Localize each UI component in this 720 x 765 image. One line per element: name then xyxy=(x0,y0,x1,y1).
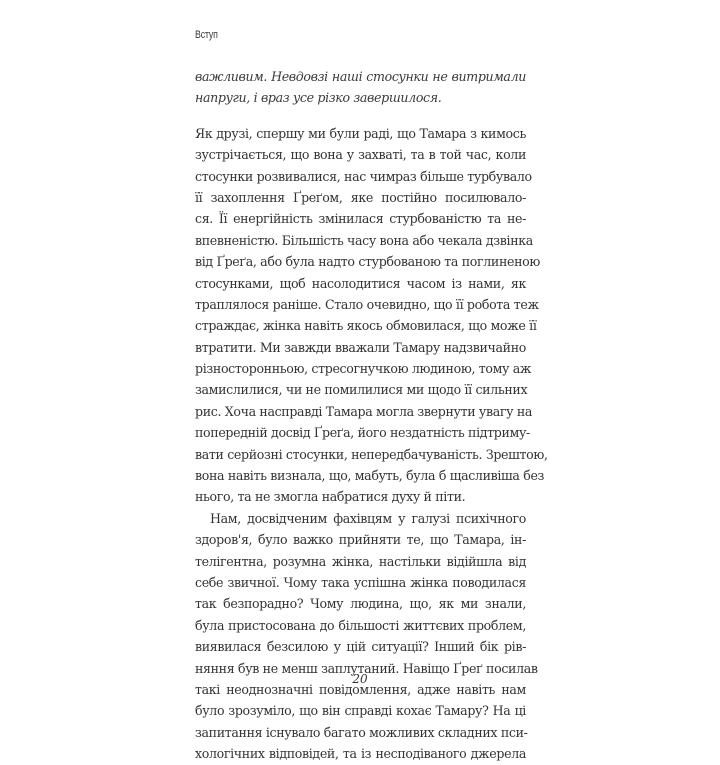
text-line: вати серйозні стосунки, непередбачуваність. Зрештою, xyxy=(195,446,548,462)
text-line: попередній досвід Ґреґа, його нездатність підтриму- xyxy=(195,425,530,441)
text-line: стосунки розвивалися, нас чимраз більше турбувало xyxy=(195,168,532,184)
text-line: себе звичної. Чому така успішна жінка поводилася xyxy=(195,574,526,590)
text-line: так безпорадно? Чому людина, що, як ми знали, xyxy=(195,596,526,612)
text-line: нього, та не змогла набратися духу й піти. xyxy=(195,489,466,505)
text-line: вона навіть визнала, що, мабуть, була б щасливіша без xyxy=(195,468,545,484)
text-line: ся. Її енергійність змінилася стурбованістю та не- xyxy=(195,211,526,227)
text-line: траплялося раніше. Стало очевидно, що її робота теж xyxy=(195,296,539,312)
text-line: хологічних відповідей, та із несподіваного джерела xyxy=(195,746,526,762)
running-head: Вступ xyxy=(195,29,218,41)
text-line: виявилася безсилою у цій ситуації? Інший бік рів- xyxy=(195,639,526,655)
text-line: напруги, і враз усе різко завершилося. xyxy=(195,90,442,106)
text-line: страждає, жінка навіть якось обмовилася, що може її xyxy=(195,318,537,334)
text-line: Нам, досвідченим фахівцям у галузі психічного xyxy=(210,510,526,526)
page-number: 20 xyxy=(352,672,368,686)
text-line: стосунками, щоб насолодитися часом із нами, як xyxy=(195,275,526,291)
text-line: важливим. Невдовзі наші стосунки не витримали xyxy=(195,69,526,84)
text-line: її захоплення Ґреґом, яке постійно посилювало- xyxy=(195,189,526,205)
text-line: рис. Хоча насправді Тамара могла звернути увагу на xyxy=(195,403,533,419)
text-line: від Ґреґа, або була надто стурбованою та поглиненою xyxy=(195,254,540,270)
text-line: зустрічається, що вона у захваті, та в той час, коли xyxy=(195,147,526,163)
page-body xyxy=(195,66,548,765)
text-line: Як друзі, спершу ми були раді, що Тамара з кимось xyxy=(195,125,526,141)
paragraph-gap xyxy=(195,109,526,123)
text-line: втратити. Ми завжди вважали Тамару надзвичайно xyxy=(195,339,526,355)
text-line: няння був не менш заплутаний. Навіщо Ґреґ посилав xyxy=(195,660,538,676)
paragraph-1 xyxy=(195,123,548,508)
text-line: замислилися, чи не помилилися ми щодо її сильних xyxy=(195,382,528,398)
text-line: різносторонньою, стресогнучкою людиною, тому аж xyxy=(195,361,532,377)
italic-paragraph xyxy=(195,66,526,109)
text-line: було зрозуміло, що він справді кохає Тамару? На ці xyxy=(195,703,526,719)
text-line: телігентна, розумна жінка, настільки відійшла від xyxy=(195,553,526,569)
text-line: впевненістю. Більшість часу вона або чекала дзвінка xyxy=(195,232,533,248)
text-line: запитання існувало багато можливих складних пси- xyxy=(195,724,528,740)
text-line: такі неоднозначні повідомлення, адже навіть нам xyxy=(195,681,526,697)
text-line: була пристосована до більшості життєвих проблем, xyxy=(195,617,526,633)
paragraph-2 xyxy=(195,508,538,765)
text-line: здоров'я, було важко прийняти те, що Тамара, ін- xyxy=(195,532,526,548)
